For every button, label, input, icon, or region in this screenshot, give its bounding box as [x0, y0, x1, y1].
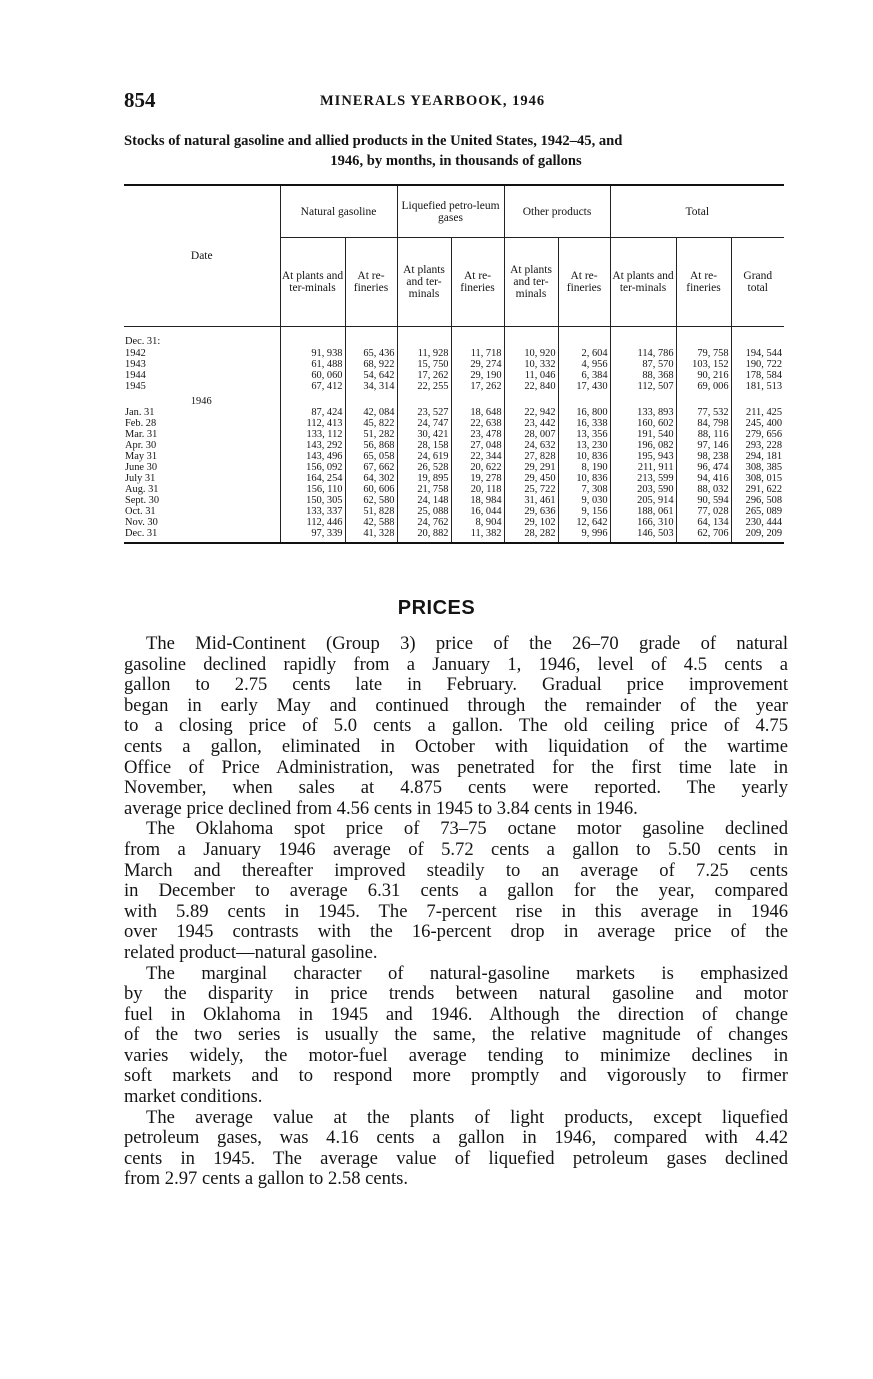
table-cell: 77, 028 — [676, 506, 731, 517]
table-row — [124, 495, 784, 506]
table-cell: 29, 291 — [504, 462, 558, 473]
table-row — [124, 462, 784, 473]
col-header: At re-fineries — [558, 238, 610, 327]
row-date: Aug. 31 — [125, 484, 159, 495]
table-cell: 60, 060 — [280, 370, 345, 381]
table-row — [124, 359, 784, 370]
paragraph — [124, 819, 788, 963]
group-row — [124, 335, 784, 348]
empty-cell — [397, 335, 451, 348]
table-row — [124, 381, 784, 392]
table-row — [124, 440, 784, 451]
table-cell: 79, 758 — [676, 348, 731, 359]
empty-cell — [451, 327, 504, 336]
spacer-row — [124, 327, 784, 336]
table-cell: 29, 274 — [451, 359, 504, 370]
table-cell: 16, 338 — [558, 418, 610, 429]
empty-cell — [676, 327, 731, 336]
col-header: At re-fineries — [676, 238, 731, 327]
table-cell: 29, 190 — [451, 370, 504, 381]
table-cell: 19, 278 — [451, 473, 504, 484]
row-date: May 31 — [125, 451, 158, 462]
table-cell: 133, 893 — [610, 407, 676, 418]
table-cell: 114, 786 — [610, 348, 676, 359]
paragraph — [124, 964, 788, 1108]
paragraph — [124, 1108, 788, 1190]
row-date: Nov. 30 — [125, 517, 158, 528]
empty-cell — [504, 392, 558, 407]
col-header: At plants and ter-minals — [280, 238, 345, 327]
col-header: At re-fineries — [345, 238, 397, 327]
empty-cell — [504, 327, 558, 336]
text-line: gasoline declined rapidly from a January 1, 1946, level of 4.5 cents a — [124, 653, 788, 675]
table-cell: 13, 356 — [558, 429, 610, 440]
table-cell: 25, 088 — [397, 506, 451, 517]
table-cell: 150, 305 — [280, 495, 345, 506]
table-cell: 4, 956 — [558, 359, 610, 370]
table-cell: 29, 450 — [504, 473, 558, 484]
table-cell: 11, 382 — [451, 528, 504, 543]
table-cell: 9, 996 — [558, 528, 610, 543]
table-cell: 23, 442 — [504, 418, 558, 429]
text-line: over 1945 contrasts with the 16-percent drop in average price of the — [124, 921, 788, 943]
table-cell: 56, 868 — [345, 440, 397, 451]
empty-cell — [280, 327, 345, 336]
table-cell: 45, 822 — [345, 418, 397, 429]
text-line: March and thereafter improved steadily to an average of 7.25 cents — [124, 859, 788, 881]
natural-gasoline-header: Natural gasoline — [280, 185, 397, 238]
table-cell: 69, 006 — [676, 381, 731, 392]
table-cell: 10, 332 — [504, 359, 558, 370]
empty-cell — [280, 392, 345, 407]
table-cell: 205, 914 — [610, 495, 676, 506]
table-cell: 29, 102 — [504, 517, 558, 528]
table-cell: 11, 718 — [451, 348, 504, 359]
empty-cell — [610, 392, 676, 407]
table-cell: 293, 228 — [731, 440, 784, 451]
empty-cell — [451, 335, 504, 348]
row-date: Oct. 31 — [125, 506, 156, 517]
table-cell: 166, 310 — [610, 517, 676, 528]
table-cell: 62, 580 — [345, 495, 397, 506]
table-cell: 156, 110 — [280, 484, 345, 495]
text-line: The Oklahoma spot price of 73–75 octane motor gasoline declined — [146, 818, 788, 840]
row-date: Feb. 28 — [125, 418, 157, 429]
empty-cell — [345, 335, 397, 348]
table-row — [124, 484, 784, 495]
table-cell: 88, 116 — [676, 429, 731, 440]
text-line: related product—natural gasoline. — [124, 941, 378, 963]
table-cell: 51, 282 — [345, 429, 397, 440]
table-cell: 133, 337 — [280, 506, 345, 517]
table-cell: 15, 750 — [397, 359, 451, 370]
table-cell: 10, 836 — [558, 473, 610, 484]
empty-cell — [558, 335, 610, 348]
table-cell: 20, 118 — [451, 484, 504, 495]
table-cell: 88, 032 — [676, 484, 731, 495]
table-cell: 156, 092 — [280, 462, 345, 473]
table-cell: 29, 636 — [504, 506, 558, 517]
table-cell: 24, 148 — [397, 495, 451, 506]
table-cell: 112, 446 — [280, 517, 345, 528]
table-cell: 41, 328 — [345, 528, 397, 543]
table-cell: 291, 622 — [731, 484, 784, 495]
empty-cell — [504, 335, 558, 348]
table-cell: 28, 158 — [397, 440, 451, 451]
table-cell: 8, 904 — [451, 517, 504, 528]
table-cell: 97, 339 — [280, 528, 345, 543]
table-cell: 51, 828 — [345, 506, 397, 517]
table-cell: 2, 604 — [558, 348, 610, 359]
stocks-table-body — [124, 327, 784, 544]
empty-cell — [345, 392, 397, 407]
row-date: Mar. 31 — [125, 429, 158, 440]
other-products-header: Other products — [504, 185, 610, 238]
table-caption — [124, 131, 788, 171]
table-cell: 87, 570 — [610, 359, 676, 370]
table-cell: 9, 156 — [558, 506, 610, 517]
table-cell: 9, 030 — [558, 495, 610, 506]
table-cell: 26, 528 — [397, 462, 451, 473]
year-cell — [124, 392, 280, 407]
table-cell: 91, 938 — [280, 348, 345, 359]
text-line: gallon to 2.75 cents late in February. Gradual price improvement — [124, 674, 788, 696]
table-cell: 230, 444 — [731, 517, 784, 528]
table-row — [124, 418, 784, 429]
empty-cell — [731, 335, 784, 348]
table-cell: 30, 421 — [397, 429, 451, 440]
table-cell: 22, 255 — [397, 381, 451, 392]
table-cell: 279, 656 — [731, 429, 784, 440]
text-line: The Mid-Continent (Group 3) price of the 26–70 grade of natural — [146, 633, 788, 654]
text-line: fuel in Oklahoma in 1945 and 1946. Although the direction of change — [124, 1003, 788, 1025]
table-cell: 12, 642 — [558, 517, 610, 528]
table-cell: 23, 527 — [397, 407, 451, 418]
col-header: At plants and ter-minals — [610, 238, 676, 327]
row-date: 1943 — [125, 359, 146, 370]
table-cell: 28, 007 — [504, 429, 558, 440]
text-line: from a January 1946 average of 5.72 cents a gallon to 5.50 cents in — [124, 838, 788, 860]
text-line: from 2.97 cents a gallon to 2.58 cents. — [124, 1168, 409, 1190]
table-cell: 211, 425 — [731, 407, 784, 418]
table-cell: 90, 216 — [676, 370, 731, 381]
table-cell: 194, 544 — [731, 348, 784, 359]
row-date: Apr. 30 — [125, 440, 157, 451]
col-header: At plants and ter-minals — [504, 238, 558, 327]
empty-cell — [451, 392, 504, 407]
text-line: average price declined from 4.56 cents in 1945 to 3.84 cents in 1946. — [124, 797, 638, 819]
table-cell: 64, 134 — [676, 517, 731, 528]
table-cell: 8, 190 — [558, 462, 610, 473]
table-cell: 22, 344 — [451, 451, 504, 462]
empty-cell — [124, 327, 280, 336]
section-heading: PRICES — [397, 597, 476, 619]
table-cell: 62, 706 — [676, 528, 731, 543]
empty-cell — [731, 327, 784, 336]
table-cell: 178, 584 — [731, 370, 784, 381]
table-cell: 17, 262 — [397, 370, 451, 381]
text-line: began in early May and continued through the remainder of the year — [124, 694, 788, 716]
total-header: Total — [610, 185, 784, 238]
text-line: with 5.89 cents in 1945. The 7-percent rise in this average in 1946 — [124, 900, 788, 922]
text-line: petroleum gases, was 4.16 cents a gallon in 1946, compared with 4.42 — [124, 1127, 788, 1149]
table-cell: 87, 424 — [280, 407, 345, 418]
text-line: in December to average 6.31 cents a gallon for the year, compared — [124, 880, 788, 902]
table-cell: 27, 048 — [451, 440, 504, 451]
table-cell: 112, 507 — [610, 381, 676, 392]
year-row — [124, 392, 784, 407]
table-cell: 112, 413 — [280, 418, 345, 429]
table-cell: 209, 209 — [731, 528, 784, 543]
text-line: Office of Price Administration, was penetrated for the first time late in — [124, 756, 788, 778]
table-cell: 31, 461 — [504, 495, 558, 506]
table-row — [124, 370, 784, 381]
col-header: At plants and ter-minals — [397, 238, 451, 327]
table-cell: 13, 230 — [558, 440, 610, 451]
table-cell: 54, 642 — [345, 370, 397, 381]
table-cell: 84, 798 — [676, 418, 731, 429]
table-cell: 20, 882 — [397, 528, 451, 543]
table-cell: 211, 911 — [610, 462, 676, 473]
table-cell: 64, 302 — [345, 473, 397, 484]
table-row — [124, 451, 784, 462]
table-cell: 24, 632 — [504, 440, 558, 451]
table-cell: 17, 430 — [558, 381, 610, 392]
row-date: Dec. 31 — [124, 528, 280, 543]
running-title: MINERALS YEARBOOK, 1946 — [320, 93, 546, 109]
empty-cell — [676, 392, 731, 407]
paragraph — [124, 634, 788, 819]
table-cell: 265, 089 — [731, 506, 784, 517]
table-cell: 11, 928 — [397, 348, 451, 359]
empty-cell — [731, 392, 784, 407]
table-cell: 196, 082 — [610, 440, 676, 451]
table-row — [124, 348, 784, 359]
body-text — [124, 634, 788, 1190]
table-row — [124, 407, 784, 418]
empty-cell — [280, 335, 345, 348]
table-cell: 77, 532 — [676, 407, 731, 418]
table-cell: 88, 368 — [610, 370, 676, 381]
empty-cell — [610, 327, 676, 336]
table-cell: 18, 984 — [451, 495, 504, 506]
text-line: The average value at the plants of light products, except liquefied — [146, 1106, 788, 1128]
page-header — [124, 88, 788, 114]
table-cell: 16, 044 — [451, 506, 504, 517]
table-cell: 20, 622 — [451, 462, 504, 473]
table-row — [124, 517, 784, 528]
table-cell: 23, 478 — [451, 429, 504, 440]
row-date: 1945 — [125, 381, 146, 392]
table-cell: 22, 942 — [504, 407, 558, 418]
empty-cell — [558, 327, 610, 336]
text-line: of the two series is usually the same, the relative magnitude of changes — [124, 1024, 788, 1046]
table-cell: 190, 722 — [731, 359, 784, 370]
table-cell: 22, 840 — [504, 381, 558, 392]
table-cell: 160, 602 — [610, 418, 676, 429]
table-cell: 22, 638 — [451, 418, 504, 429]
table-cell: 25, 722 — [504, 484, 558, 495]
table-cell: 191, 540 — [610, 429, 676, 440]
page-number: 854 — [124, 88, 156, 112]
table-cell: 7, 308 — [558, 484, 610, 495]
table-cell: 143, 292 — [280, 440, 345, 451]
row-date: 1944 — [125, 370, 146, 381]
table-cell: 21, 758 — [397, 484, 451, 495]
text-line: The marginal character of natural-gasoline markets is emphasized — [146, 962, 788, 984]
text-line: by the disparity in price trends between natural gasoline and motor — [124, 983, 788, 1005]
table-cell: 308, 015 — [731, 473, 784, 484]
table-cell: 146, 503 — [610, 528, 676, 543]
empty-cell — [558, 392, 610, 407]
table-cell: 67, 412 — [280, 381, 345, 392]
group-label: Dec. 31: — [125, 336, 161, 347]
text-line: varies widely, the motor-fuel average tending to minimize declines in — [124, 1044, 788, 1066]
text-line: November, when sales at 4.875 cents were reported. The yearly — [124, 777, 788, 799]
date-header: Date — [124, 185, 280, 327]
table-cell: 164, 254 — [280, 473, 345, 484]
table-cell: 133, 112 — [280, 429, 345, 440]
table-cell: 181, 513 — [731, 381, 784, 392]
table-cell: 296, 508 — [731, 495, 784, 506]
text-line: to a closing price of 5.0 cents a gallon. The old ceiling price of 4.75 — [124, 715, 788, 737]
table-cell: 42, 588 — [345, 517, 397, 528]
table-cell: 11, 046 — [504, 370, 558, 381]
table-cell: 98, 238 — [676, 451, 731, 462]
table-row — [124, 429, 784, 440]
row-date: 1942 — [125, 348, 146, 359]
table-cell: 27, 828 — [504, 451, 558, 462]
caption-line: 1946, by months, in thousands of gallons — [330, 153, 582, 169]
table-cell: 65, 436 — [345, 348, 397, 359]
table-row — [124, 473, 784, 484]
table-cell: 34, 314 — [345, 381, 397, 392]
table-cell: 294, 181 — [731, 451, 784, 462]
table-cell: 18, 648 — [451, 407, 504, 418]
table-cell: 203, 590 — [610, 484, 676, 495]
table-cell: 94, 416 — [676, 473, 731, 484]
table-cell: 67, 662 — [345, 462, 397, 473]
text-line: soft markets and to respond more promptly and vigorously to firmer — [124, 1065, 788, 1087]
year-label: 1946 — [190, 396, 212, 407]
table-cell: 143, 496 — [280, 451, 345, 462]
table-cell: 68, 922 — [345, 359, 397, 370]
table-cell: 90, 594 — [676, 495, 731, 506]
row-date: July 31 — [125, 473, 156, 484]
table-cell: 213, 599 — [610, 473, 676, 484]
col-header: Grand total — [731, 238, 784, 327]
stocks-table — [124, 184, 784, 544]
caption-line: Stocks of natural gasoline and allied products in the United States, 1942–45, and — [124, 133, 623, 149]
table-cell: 195, 943 — [610, 451, 676, 462]
table-cell: 24, 747 — [397, 418, 451, 429]
table-cell: 60, 606 — [345, 484, 397, 495]
table-cell: 103, 152 — [676, 359, 731, 370]
table-cell: 96, 474 — [676, 462, 731, 473]
table-cell: 42, 084 — [345, 407, 397, 418]
text-line: cents a gallon, eliminated in October with liquidation of the wartime — [124, 735, 788, 757]
col-header: At re-fineries — [451, 238, 504, 327]
table-cell: 19, 895 — [397, 473, 451, 484]
table-cell: 10, 836 — [558, 451, 610, 462]
table-cell: 6, 384 — [558, 370, 610, 381]
table-row — [124, 528, 784, 543]
table-cell: 308, 385 — [731, 462, 784, 473]
table-cell: 24, 762 — [397, 517, 451, 528]
empty-cell — [610, 335, 676, 348]
table-cell: 97, 146 — [676, 440, 731, 451]
table-cell: 188, 061 — [610, 506, 676, 517]
table-cell: 10, 920 — [504, 348, 558, 359]
table-cell: 28, 282 — [504, 528, 558, 543]
empty-cell — [397, 327, 451, 336]
table-row — [124, 506, 784, 517]
table-cell: 65, 058 — [345, 451, 397, 462]
table-cell: 24, 619 — [397, 451, 451, 462]
empty-cell — [345, 327, 397, 336]
row-date: June 30 — [125, 462, 158, 473]
table-cell: 61, 488 — [280, 359, 345, 370]
row-date: Jan. 31 — [125, 407, 155, 418]
empty-cell — [676, 335, 731, 348]
table-cell: 16, 800 — [558, 407, 610, 418]
liquefied-petroleum-gases-header: Liquefied petro-leum gases — [397, 185, 504, 238]
table-cell: 17, 262 — [451, 381, 504, 392]
text-line: market conditions. — [124, 1086, 263, 1108]
text-line: cents in 1945. The average value of liquefied petroleum gases declined — [124, 1147, 788, 1169]
empty-cell — [397, 392, 451, 407]
row-date: Sept. 30 — [125, 495, 160, 506]
table-cell: 245, 400 — [731, 418, 784, 429]
